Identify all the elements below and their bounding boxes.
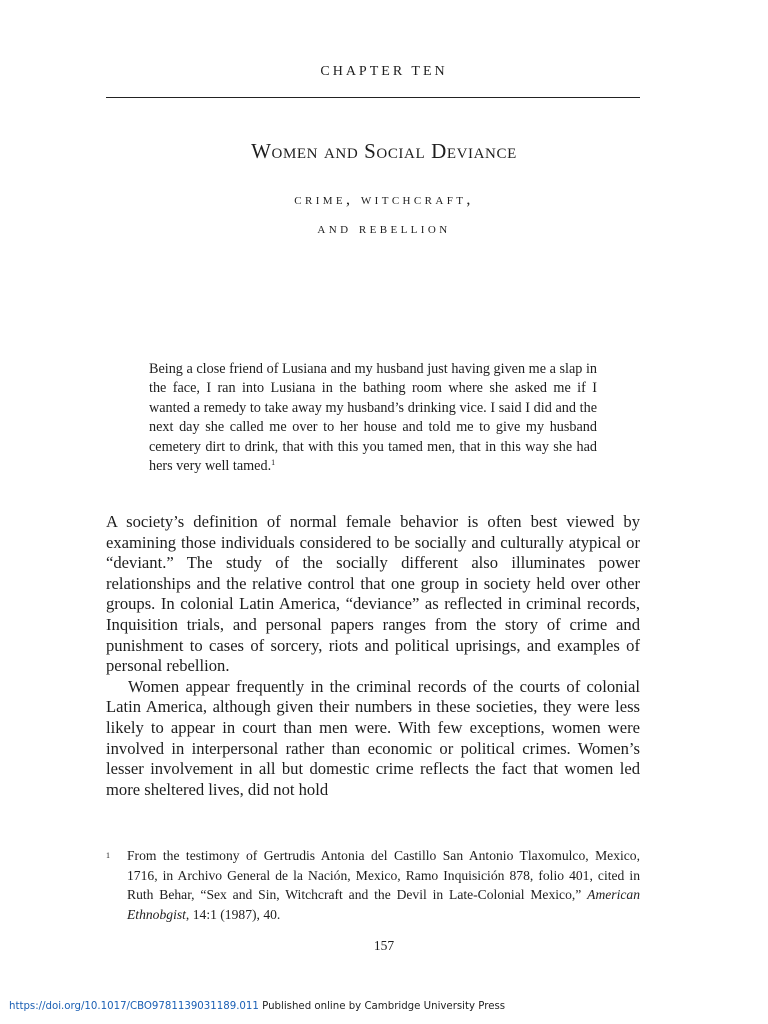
footnote-journal: American Ethnobgist	[127, 887, 640, 922]
epigraph-text: Being a close friend of Lusiana and my husband just having given me a slap in the face, I ran into Lusiana in the bathing room where she asked me if I wanted a remedy to take away my husband’s drinking vice. I said I did and the next day she called me over to her house and told me to give my husband cemetery dirt to drink, that with this you tamed men, that in this way she had hers very well tamed.	[149, 361, 597, 475]
body-paragraph-2: Women appear frequently in the criminal records of the courts of colonial Latin America, although given their numbers in these societies, they were less likely to appear in court than men were. With few exceptions, women were involved in interpersonal rather than economic or political crimes. Women’s lesser involvement in all but domestic crime reflects the fact that women led more sheltered lives, did not hold	[106, 676, 640, 799]
chapter-subtitle-line1: crime, witchcraft,	[294, 191, 474, 208]
header-rule	[106, 97, 640, 98]
body-text	[106, 512, 640, 800]
doi-bar	[9, 1001, 505, 1012]
body-paragraph-1: A society’s definition of normal female behavior is often best viewed by examining those individuals considered to be socially and culturally atypical or “deviant.” The study of the socially different also illuminates power relationships and the relative control that one group in society held over other groups. In colonial Latin America, “deviance” as reflected in criminal records, Inquisition trials, and personal papers ranges from the story of crime and punishment to cases of sorcery, riots and political uprisings, and examples of personal rebellion.	[106, 512, 640, 676]
chapter-title: Women and Social Deviance	[251, 139, 517, 163]
doi-link[interactable]: https://doi.org/10.1017/CBO9781139031189.011	[9, 1001, 259, 1012]
chapter-label: CHAPTER TEN	[320, 64, 448, 79]
footnote	[106, 846, 640, 924]
footnote-number: 1	[106, 851, 110, 860]
doi-publisher-note: Published online by Cambridge University Press	[258, 1001, 506, 1012]
footnote-text-before: From the testimony of Gertrudis Antonia del Castillo San Antonio Tlaxomulco, Mexico, 1716, in Archivo General de la Nación, Mexico, Ramo Inquisición 878, folio 401, cited in Ruth Behar, “Sex and Sin, Witchcraft and the Devil in Late-Colonial Mexico,”	[127, 848, 640, 902]
epigraph-note-ref[interactable]: 1	[271, 458, 276, 468]
chapter-subtitle-line2: and rebellion	[317, 220, 451, 237]
footnote-text	[127, 846, 640, 924]
footnote-text-after: , 14:1 (1987), 40.	[185, 906, 281, 922]
page-number: 157	[373, 938, 395, 953]
epigraph-quote	[149, 360, 597, 476]
